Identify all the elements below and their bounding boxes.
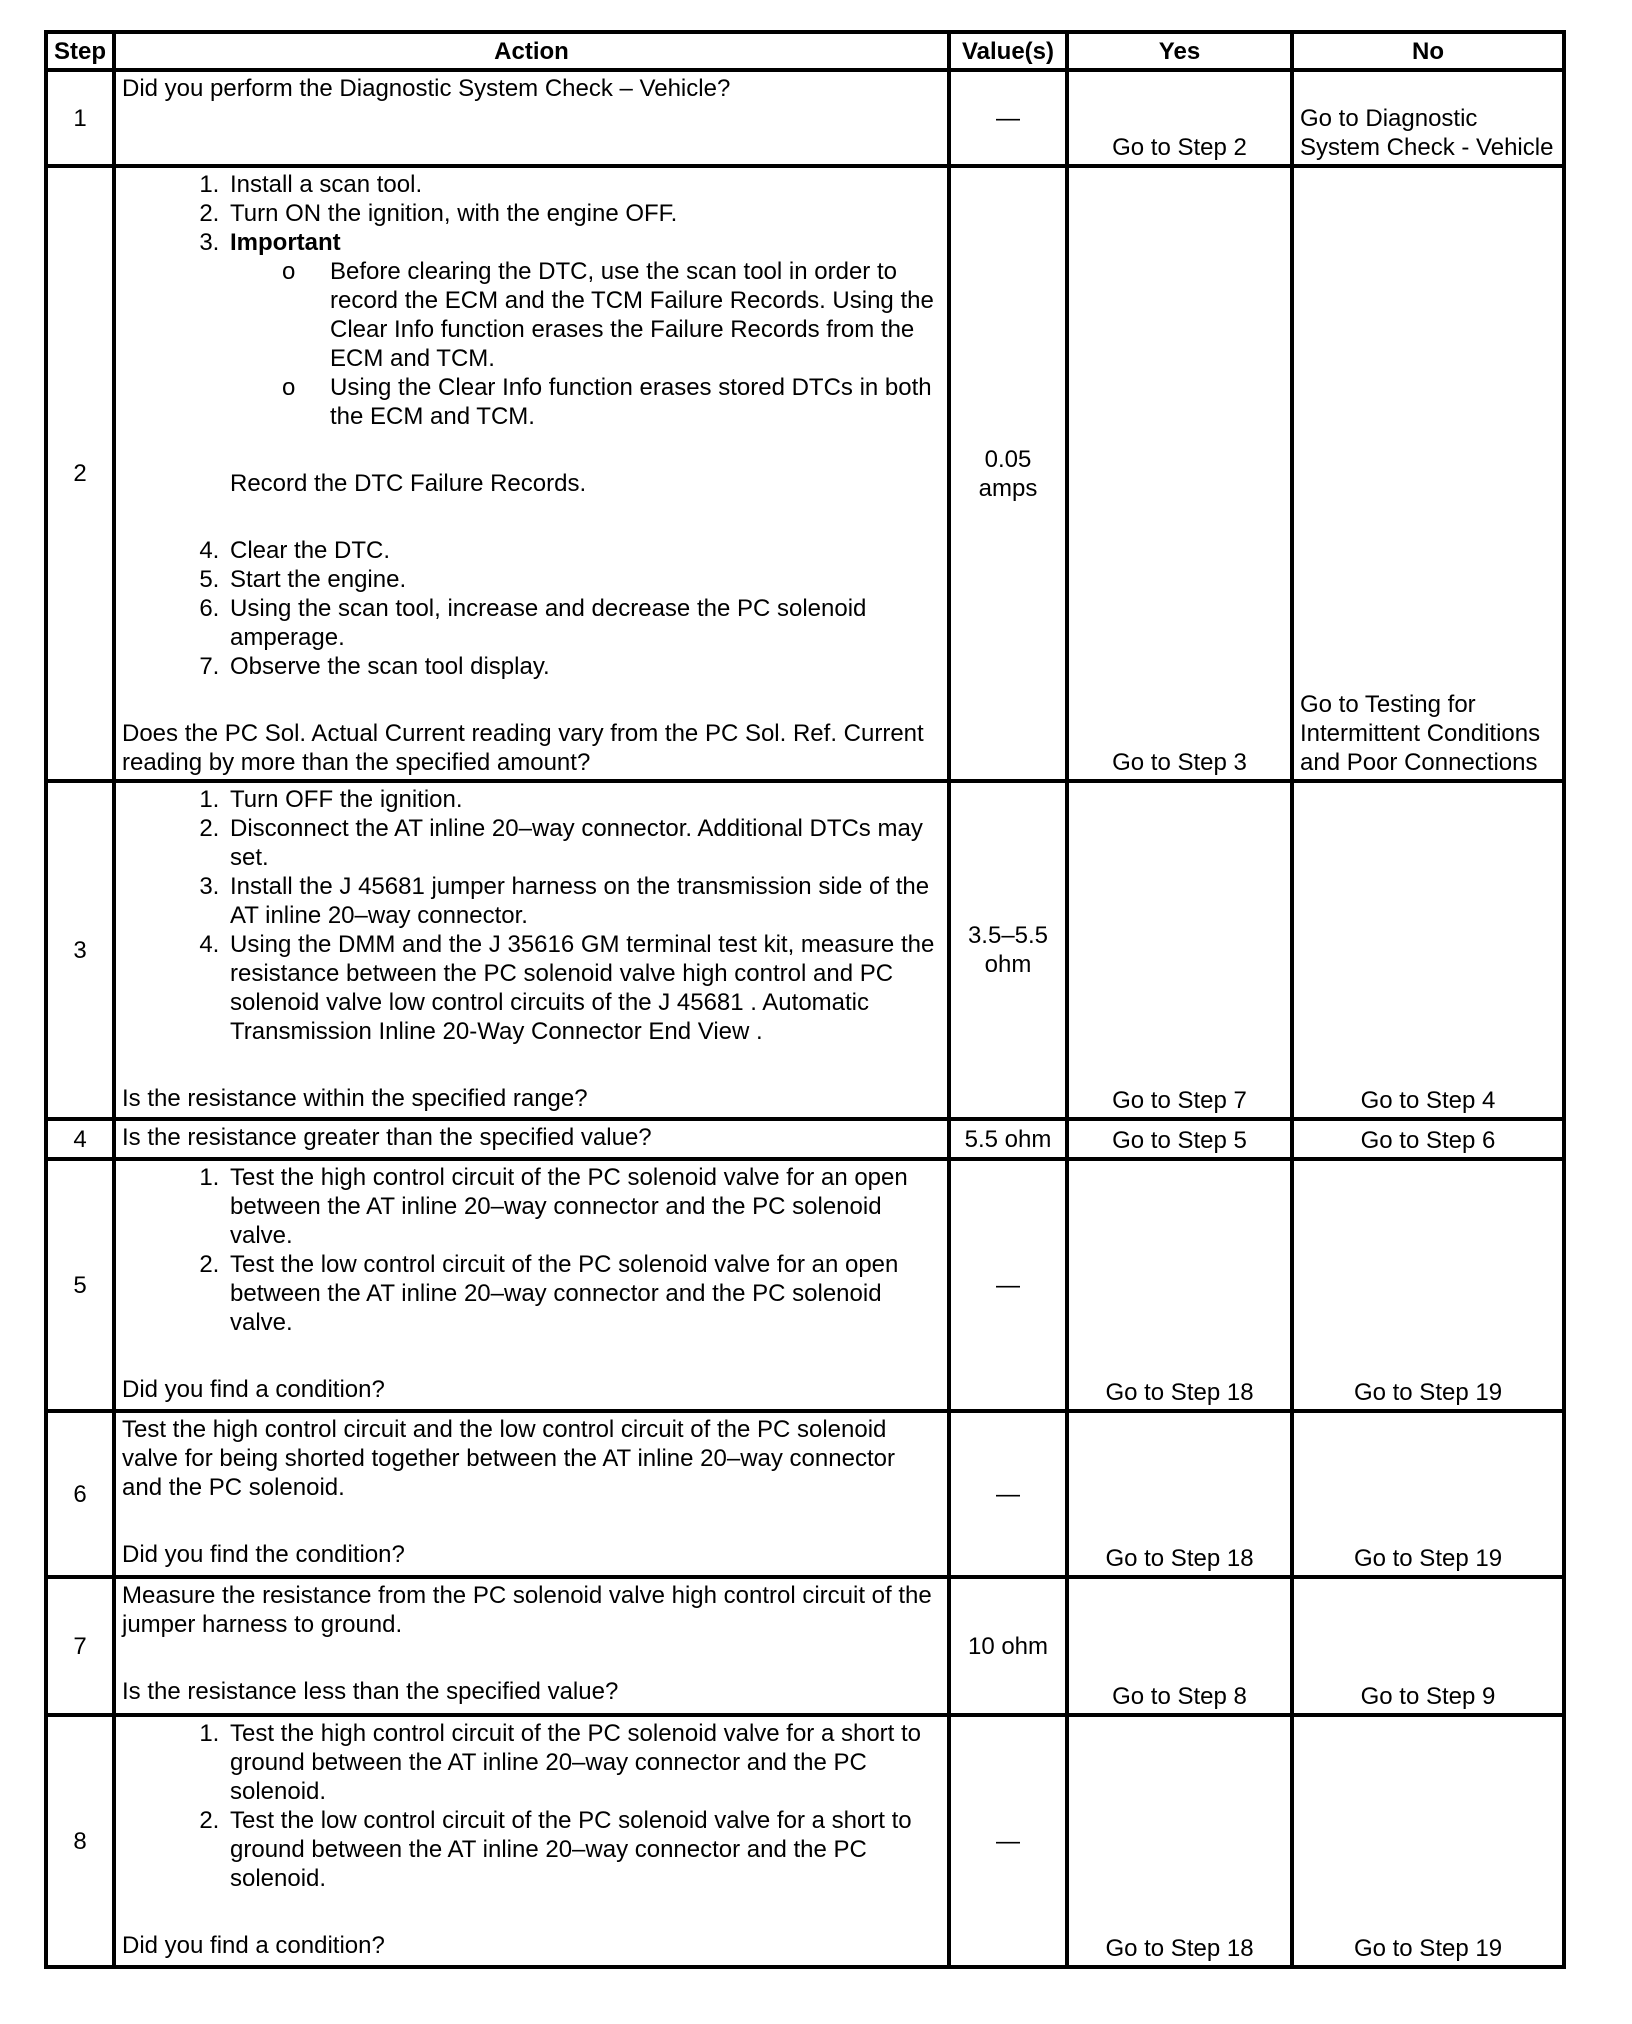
no-link[interactable]: Go to Diagnostic System Check - Vehicle — [1292, 70, 1564, 166]
list-item: 7. Observe the scan tool display. — [226, 652, 941, 681]
important-notes — [230, 257, 941, 431]
step-3-row — [46, 781, 1564, 1119]
step-7-row — [46, 1577, 1564, 1715]
step-question: Is the resistance within the specified range? — [122, 1085, 588, 1112]
no-link[interactable]: Go to Step 9 — [1292, 1577, 1564, 1715]
yes-link[interactable]: Go to Step 8 — [1067, 1577, 1292, 1715]
step-number: 1 — [46, 70, 114, 166]
step-instruction: Test the high control circuit and the low control circuit of the PC solenoid valve for being shorted together between the AT inline 20–way connector and the PC solenoid. — [122, 1416, 895, 1501]
step-action — [114, 781, 949, 1119]
list-item: 1. Test the high control circuit of the PC solenoid valve for an open between the AT inline 20–way connector and the PC solenoid valve. — [226, 1163, 941, 1250]
important-label: Important — [230, 229, 341, 256]
yes-link[interactable]: Go to Step 5 — [1067, 1119, 1292, 1159]
instruction-list — [122, 170, 941, 681]
step-8-row — [46, 1715, 1564, 1967]
step-number: 8 — [46, 1715, 114, 1967]
yes-link[interactable]: Go to Step 7 — [1067, 781, 1292, 1119]
spacer — [122, 1502, 941, 1540]
step-number: 2 — [46, 166, 114, 781]
note-item: o Before clearing the DTC, use the scan tool in order to record the ECM and the TCM Failure Records. Using the Clear Info function erases the Failure Records from the ECM and TCM. — [330, 257, 941, 373]
instruction-list — [122, 1719, 941, 1893]
header-no: No — [1292, 32, 1564, 70]
list-item: 1. Test the high control circuit of the PC solenoid valve for a short to ground between the AT inline 20–way connector and the PC solenoid. — [226, 1719, 941, 1806]
step-question: Did you find a condition? — [122, 1376, 385, 1403]
step-question: Is the resistance greater than the specified value? — [114, 1119, 949, 1159]
step-instruction: Measure the resistance from the PC solenoid valve high control circuit of the jumper harness to ground. — [122, 1582, 932, 1638]
step-action — [114, 1159, 949, 1411]
step-value: — — [949, 1715, 1067, 1967]
list-item: 4. Using the DMM and the J 35616 GM terminal test kit, measure the resistance between the PC solenoid valve high control and PC solenoid valve low control circuits of the J 45681 . Automatic Transmission Inline 20-Way Connector End View . — [226, 930, 941, 1046]
step-question: Did you find the condition? — [122, 1541, 405, 1568]
step-value: 0.05 amps — [949, 166, 1067, 781]
yes-link[interactable]: Go to Step 3 — [1067, 166, 1292, 781]
list-item: 5. Start the engine. — [226, 565, 941, 594]
list-item: 1. Turn OFF the ignition. — [226, 785, 941, 814]
list-item — [226, 228, 941, 536]
step-1-row — [46, 70, 1564, 166]
list-item: 1. Install a scan tool. — [226, 170, 941, 199]
step-value: 5.5 ohm — [949, 1119, 1067, 1159]
spacer — [122, 1639, 941, 1677]
header-values: Value(s) — [949, 32, 1067, 70]
list-item: 4. Clear the DTC. — [226, 536, 941, 565]
no-link[interactable]: Go to Testing for Intermittent Conditions and Poor Connections — [1292, 166, 1564, 781]
step-value: 10 ohm — [949, 1577, 1067, 1715]
no-link[interactable]: Go to Step 19 — [1292, 1715, 1564, 1967]
no-link[interactable]: Go to Step 19 — [1292, 1411, 1564, 1577]
record-note: Record the DTC Failure Records. — [230, 470, 587, 497]
spacer — [230, 431, 941, 469]
step-number: 7 — [46, 1577, 114, 1715]
diagnostic-table — [44, 30, 1566, 1969]
spacer — [122, 1893, 941, 1931]
step-number: 5 — [46, 1159, 114, 1411]
header-row — [46, 32, 1564, 70]
instruction-list — [122, 1163, 941, 1337]
yes-link[interactable]: Go to Step 18 — [1067, 1715, 1292, 1967]
yes-link[interactable]: Go to Step 18 — [1067, 1411, 1292, 1577]
step-6-row — [46, 1411, 1564, 1577]
instruction-list — [122, 785, 941, 1046]
no-link[interactable]: Go to Step 19 — [1292, 1159, 1564, 1411]
step-5-row — [46, 1159, 1564, 1411]
list-item: 2. Turn ON the ignition, with the engine OFF. — [226, 199, 941, 228]
list-item: 2. Test the low control circuit of the PC solenoid valve for an open between the AT inline 20–way connector and the PC solenoid valve. — [226, 1250, 941, 1337]
yes-link[interactable]: Go to Step 2 — [1067, 70, 1292, 166]
no-link[interactable]: Go to Step 6 — [1292, 1119, 1564, 1159]
step-question: Does the PC Sol. Actual Current reading vary from the PC Sol. Ref. Current reading by more than the specified amount? — [122, 720, 924, 776]
header-action: Action — [114, 32, 949, 70]
step-4-row — [46, 1119, 1564, 1159]
step-value: 3.5–5.5 ohm — [949, 781, 1067, 1119]
header-step: Step — [46, 32, 114, 70]
step-question: Did you perform the Diagnostic System Check – Vehicle? — [114, 70, 949, 166]
step-value: — — [949, 1159, 1067, 1411]
step-value: — — [949, 70, 1067, 166]
spacer — [122, 681, 941, 719]
header-yes: Yes — [1067, 32, 1292, 70]
step-action — [114, 1577, 949, 1715]
spacer — [230, 498, 941, 536]
list-item: 6. Using the scan tool, increase and decrease the PC solenoid amperage. — [226, 594, 941, 652]
no-link[interactable]: Go to Step 4 — [1292, 781, 1564, 1119]
step-2-row — [46, 166, 1564, 781]
list-item: 2. Test the low control circuit of the PC solenoid valve for a short to ground between the AT inline 20–way connector and the PC solenoid. — [226, 1806, 941, 1893]
spacer — [122, 1337, 941, 1375]
step-action — [114, 1715, 949, 1967]
step-action — [114, 166, 949, 781]
yes-link[interactable]: Go to Step 18 — [1067, 1159, 1292, 1411]
step-value: — — [949, 1411, 1067, 1577]
step-action — [114, 1411, 949, 1577]
spacer — [122, 1046, 941, 1084]
list-item: 2. Disconnect the AT inline 20–way connector. Additional DTCs may set. — [226, 814, 941, 872]
step-number: 6 — [46, 1411, 114, 1577]
list-item: 3. Install the J 45681 jumper harness on the transmission side of the AT inline 20–way connector. — [226, 872, 941, 930]
step-number: 3 — [46, 781, 114, 1119]
step-question: Did you find a condition? — [122, 1932, 385, 1959]
step-question: Is the resistance less than the specified value? — [122, 1678, 619, 1705]
note-item: o Using the Clear Info function erases stored DTCs in both the ECM and TCM. — [330, 373, 941, 431]
step-number: 4 — [46, 1119, 114, 1159]
